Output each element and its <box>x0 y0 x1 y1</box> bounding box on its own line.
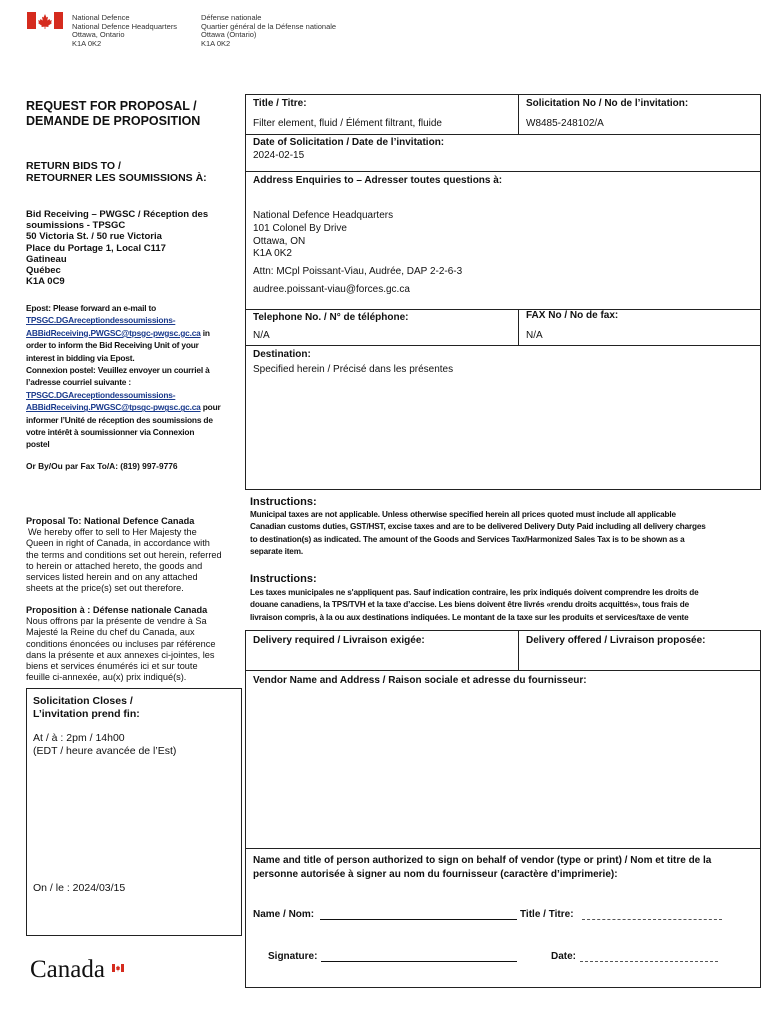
address-line: Québec <box>26 265 61 277</box>
closing-date: On / le : 2024/03/15 <box>33 882 126 894</box>
header-en <box>72 14 177 48</box>
wordmark-flag-icon <box>112 959 124 967</box>
epost-line: informer l’Unité de réception des soumissions de <box>26 414 213 425</box>
divider <box>245 309 761 310</box>
delivery-required-field[interactable] <box>250 640 510 668</box>
enquiries-label: Address Enquiries to – Adresser toutes questions à: <box>253 175 503 186</box>
instructions-line: Canadian customs duties, GST/HST, excise taxes and are to be delivered Delivery Duty Paid including all delivery charges <box>250 522 706 532</box>
solicitation-date-label: Date of Solicitation / Date de l’invitation: <box>253 137 445 148</box>
address-line: Bid Receiving – PWGSC / Réception des <box>26 209 209 220</box>
proposition-line: conditions énoncées ou incluses par référence <box>26 638 216 649</box>
address-line: 50 Victoria St. / 50 rue Victoria <box>26 231 162 243</box>
proposal-line: Queen in right of Canada, in accordance with <box>26 538 210 549</box>
title-field-label: Title / Titre: <box>520 909 574 920</box>
enquiries-line: National Defence Headquarters <box>253 210 394 221</box>
address-line: Gatineau <box>26 253 67 265</box>
telephone-label: Telephone No. / N° de téléphone: <box>253 312 409 323</box>
instructions-line: livraison compris, à la ou aux destinations indiquées. Le montant de la taxe sur les produits et services/taxe de vente <box>250 612 689 622</box>
enquiries-address <box>253 210 393 261</box>
header-fr-line: Quartier général de la Défense nationale <box>201 21 337 31</box>
divider <box>245 670 761 671</box>
solicitation-closes-label <box>33 695 140 721</box>
address-line: K1A 0C9 <box>26 276 65 288</box>
name-field[interactable] <box>320 919 517 920</box>
divider <box>518 94 519 134</box>
enquiries-line: 101 Colonel By Drive <box>253 222 347 234</box>
header-en-line: National Defence <box>72 13 130 22</box>
closes-line: L’invitation prend fin: <box>33 708 140 720</box>
proposition-line: dans la présente et aux annexes ci-jointes, les <box>26 649 215 660</box>
divider <box>245 134 761 135</box>
epost-line: votre intérêt à soumissionner via Connexion <box>26 427 195 438</box>
proposal-line: sheets at the price(s) set out therefore. <box>26 583 184 594</box>
bid-receiving-address <box>26 209 208 287</box>
name-label: Name / Nom: <box>253 909 315 920</box>
title-value: Filter element, fluid / Élément filtrant, fluide <box>253 118 442 129</box>
proposition-line: feuille ci-annexée, au(x) prix indiqué(s). <box>26 672 187 683</box>
rfp-title-line: REQUEST FOR PROPOSAL / <box>26 99 197 113</box>
vendor-name-address-field[interactable] <box>250 690 756 844</box>
closing-timezone: (EDT / heure avancée de l’Est) <box>33 745 177 757</box>
header-en-line: K1A 0K2 <box>72 38 102 48</box>
epost-line: l’adresse courriel suivante : <box>26 377 131 388</box>
telephone-value: N/A <box>253 330 270 341</box>
signature-field[interactable] <box>321 961 517 962</box>
epost-line: in <box>200 327 210 338</box>
proposition-title: Proposition à : Défense nationale Canada <box>26 605 208 615</box>
proposal-to-title: Proposal To: National Defence Canada <box>26 516 195 526</box>
closes-line: Solicitation Closes / <box>33 695 133 707</box>
header-fr <box>201 14 336 48</box>
header-fr-line: K1A 0K2 <box>201 38 231 48</box>
return-bids-heading <box>26 160 207 184</box>
fax-value: N/A <box>526 330 543 341</box>
epost-email-link[interactable]: ABBidReceiving.PWGSC@tpsgc-pwgsc.gc.ca <box>26 327 201 338</box>
delivery-offered-field[interactable] <box>522 650 758 668</box>
solicitation-closes-box <box>26 688 242 936</box>
solicitation-no-label: Solicitation No / No de l’invitation: <box>526 98 689 109</box>
instructions-line: Les taxes municipales ne s'appliquent pas. Sauf indication contraire, les prix indiqués doivent comprendre les droits de <box>250 588 699 597</box>
epost-email-link[interactable]: TPSGC.DGAreceptiondessoumissions- <box>26 315 176 326</box>
divider <box>245 345 761 346</box>
rfp-title <box>26 99 200 129</box>
header-en-line: Ottawa, Ontario <box>72 30 125 39</box>
instructions-line: douane canadiens, la TPS/TVH et la taxe d’accise. Les biens doivent être livrés «rendu droits acquittés», tous frais de <box>250 600 689 610</box>
authorized-line: Name and title of person authorized to sign on behalf of vendor (type or print) / Nom et titre de la <box>253 855 712 866</box>
return-bids-line: RETOURNER LES SOUMISSIONS À: <box>26 172 207 184</box>
instructions-en-title: Instructions: <box>250 496 317 508</box>
epost-line: Epost: Please forward an e-mail to <box>26 303 157 313</box>
proposition-block <box>26 605 246 683</box>
destination-label: Destination: <box>253 349 311 360</box>
epost-instructions <box>26 302 236 451</box>
instructions-fr-title: Instructions: <box>250 573 317 585</box>
solicitation-no-value: W8485-248102/A <box>526 118 604 129</box>
divider <box>245 848 761 849</box>
proposition-line: biens et services énumérés ici et sur toute <box>26 661 198 672</box>
proposal-to-block <box>26 516 246 594</box>
delivery-required-label: Delivery required / Livraison exigée: <box>253 635 425 646</box>
instructions-en-text <box>250 509 765 559</box>
delivery-offered-label: Delivery offered / Livraison proposée: <box>526 635 706 646</box>
canada-flag-icon <box>27 12 63 29</box>
title-field[interactable] <box>582 919 722 920</box>
instructions-line: Municipal taxes are not applicable. Unless otherwise specified herein all prices quoted must include all applicable <box>250 510 676 519</box>
connexion-email-link[interactable]: TPSGC.DGAreceptiondessoumissions- <box>26 389 176 400</box>
instructions-line: to destination(s) as indicated. The amount of the Goods and Services Tax/Harmonized Sales Tax is to be shown as a <box>250 534 685 544</box>
epost-line: postel <box>26 439 50 450</box>
instructions-line: separate item. <box>250 547 303 557</box>
header-fr-line: Ottawa (Ontario) <box>201 30 257 39</box>
enquiries-attn: Attn: MCpl Poissant-Viau, Audrée, DAP 2-2-6-3 <box>253 266 463 277</box>
epost-line: interest in bidding via Epost. <box>26 352 135 363</box>
fax-label: FAX No / No de fax: <box>526 310 619 321</box>
destination-value: Specified herein / Précisé dans les présentes <box>253 364 454 375</box>
epost-line: order to inform the Bid Receiving Unit of your <box>26 340 199 351</box>
canada-wordmark-text: Canada <box>30 956 105 983</box>
canada-wordmark <box>30 956 105 984</box>
header-fr-line: Défense nationale <box>201 13 262 22</box>
connexion-email-link[interactable]: ABBidReceiving.PWGSC@tpsgc-pwgsc.gc.ca <box>26 402 201 413</box>
solicitation-date-value: 2024-02-15 <box>253 150 305 161</box>
authorized-person-label <box>253 854 711 882</box>
date-field-label: Date: <box>551 951 577 962</box>
proposal-line: We hereby offer to sell to Her Majesty the <box>28 527 197 538</box>
epost-line: Connexion postel: Veuillez envoyer un courriel à <box>26 365 210 376</box>
instructions-fr-text <box>250 587 765 622</box>
title-label: Title / Titre: <box>253 98 307 109</box>
fax-bids: Or By/Ou par Fax To/A: (819) 997-9776 <box>26 461 178 471</box>
address-line: Place du Portage 1, Local C117 <box>26 242 166 254</box>
closing-time <box>33 732 176 758</box>
signature-label: Signature: <box>268 951 318 962</box>
return-bids-line: RETURN BIDS TO / <box>26 160 121 172</box>
proposition-line: Majesté la Reine du chef du Canada, aux <box>26 627 195 638</box>
address-line: soumissions - TPSGC <box>26 220 126 232</box>
divider <box>245 171 761 172</box>
enquiries-email[interactable]: audree.poissant-viau@forces.gc.ca <box>253 284 410 295</box>
divider <box>518 309 519 345</box>
closing-time-value: At / à : 2pm / 14h00 <box>33 732 125 744</box>
rfp-title-line: DEMANDE DE PROPOSITION <box>26 114 201 128</box>
proposal-line: to herein or attached hereto, the goods and <box>26 560 203 571</box>
proposal-line: services listed herein and on any attached <box>26 572 198 583</box>
proposal-line: the terms and conditions set out herein, referred <box>26 549 222 560</box>
authorized-line: personne autorisée à signer au nom du fournisseur (caractère d’imprimerie): <box>253 869 618 880</box>
date-field[interactable] <box>580 961 718 962</box>
vendor-name-address-label: Vendor Name and Address / Raison sociale et adresse du fournisseur: <box>253 675 587 686</box>
enquiries-line: Ottawa, ON <box>253 235 306 247</box>
header-en-line: National Defence Headquarters <box>72 21 178 31</box>
epost-line: pour <box>200 402 221 413</box>
proposition-line: Nous offrons par la présente de vendre à Sa <box>26 616 207 627</box>
enquiries-line: K1A 0K2 <box>253 248 292 260</box>
divider <box>518 630 519 670</box>
